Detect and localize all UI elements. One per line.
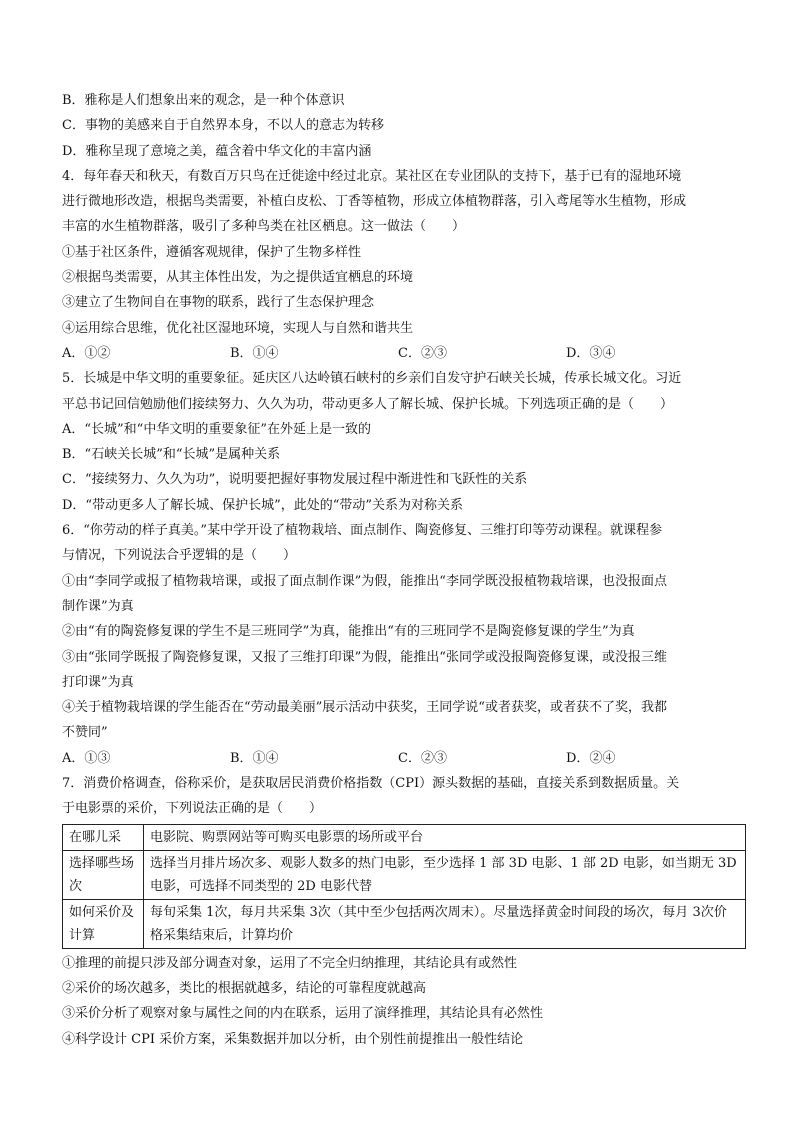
statement-item: ②采价的场次越多，类比的根据就越多，结论的可靠程度就越高 <box>62 980 427 996</box>
choice-a: A．①② <box>62 345 111 361</box>
statement-item: ④运用综合思维，优化社区湿地环境，实现人与自然和谐共生 <box>62 320 414 336</box>
choice-a: A．①③ <box>62 750 111 766</box>
question-3-options <box>62 88 746 164</box>
choice-b: B．①④ <box>230 750 279 766</box>
question-stem-line: 5．长城是中华文明的重要象征。延庆区八达岭镇石峡村的乡亲们自发守护石峡关长城，传承长城文化。习近 <box>62 371 682 387</box>
statement-item: ①推理的前提只涉及部分调查对象，运用了不完全归纳推理，其结论具有或然性 <box>62 955 518 971</box>
table-cell-key: 选择哪些场次 <box>63 850 144 899</box>
question-4 <box>62 164 746 366</box>
option-d: D．“带动更多人了解长城、保护长城”，此处的“带动”关系为对称关系 <box>62 497 464 513</box>
choice-d: D．②④ <box>566 750 616 766</box>
question-stem-line: 进行微地形改造，根据鸟类需要，补植白皮松、丁香等植物，形成立体植物群落，引入鸢尾等水生植物，形成 <box>62 194 687 210</box>
table-cell-value: 电影院、购票网站等可购买电影票的场所或平台 <box>144 824 746 850</box>
table-cell-key: 如何采价及计算 <box>63 899 144 948</box>
answer-choices <box>62 341 746 366</box>
statement-item: ④关于植物栽培课的学生能否在“劳动最美丽”展示活动中获奖，王同学说“或者获奖，或者获不了奖，我都 <box>62 700 667 716</box>
table-row <box>63 850 746 899</box>
question-stem-line: 平总书记回信勉励他们接续努力、久久为功，带动更多人了解长城、保护长城。下列选项正确的是（ ） <box>62 396 674 412</box>
statement-item: ①由“李同学或报了植物栽培课，或报了面点制作课”为假，能推出“李同学既没报植物栽培课，也没报面点 <box>62 573 667 589</box>
option-d: D．雅称呈现了意境之美，蕴含着中华文化的丰富内涵 <box>62 143 372 159</box>
option-b: B．雅称是人们想象出来的观念，是一种个体意识 <box>62 93 345 108</box>
cpi-sampling-table <box>62 824 746 949</box>
table-row <box>63 899 746 948</box>
question-stem-line: 7．消费价格调查，俗称采价，是获取居民消费价格指数（CPI）源头数据的基础，直接关系到数据质量。关 <box>62 776 680 792</box>
question-stem-line: 于电影票的采价，下列说法正确的是（ ） <box>62 801 323 817</box>
question-5 <box>62 366 746 518</box>
answer-choices <box>62 746 746 771</box>
choice-d: D．③④ <box>566 345 616 361</box>
statement-item: ③由“张同学既报了陶瓷修复课，又报了三维打印课”为假，能推出“张同学或没报陶瓷修复课，或没报三维 <box>62 649 667 665</box>
statement-item: ③建立了生物间自在事物的联系，践行了生态保护理念 <box>62 295 375 311</box>
table-cell-value: 选择当月排片场次多、观影人数多的热门电影，至少选择 1 部 3D 电影、1 部 2D 电影，如当期无 3D 电影，可选择不同类型的 2D 电影代替 <box>144 850 746 899</box>
statement-item-continued: 不赞同” <box>62 725 108 741</box>
question-stem-line: 6．“你劳动的样子真美。”某中学开设了植物栽培、面点制作、陶瓷修复、三维打印等劳动课程。就课程参 <box>62 523 663 539</box>
choice-c: C．②③ <box>398 345 447 361</box>
statement-item: ②根据鸟类需要，从其主体性出发，为之提供适宜栖息的环境 <box>62 270 414 286</box>
option-c: C．事物的美感来自于自然界本身，不以人的意志为转移 <box>62 118 384 134</box>
table-row <box>63 824 746 850</box>
choice-c: C．②③ <box>398 750 447 766</box>
question-stem-line: 与情况，下列说法合乎逻辑的是（ ） <box>62 548 297 564</box>
question-stem-line: 4．每年春天和秋天，有数百万只鸟在迁徙途中经过北京。某社区在专业团队的支持下，基于已有的湿地环境 <box>62 168 682 184</box>
statement-item-continued: 打印课”为真 <box>62 674 134 690</box>
option-b: B．“石峡关长城”和“长城”是属种关系 <box>62 447 281 463</box>
option-a: A．“长城”和“中华文明的重要象征”在外延上是一致的 <box>62 421 371 437</box>
question-stem-line: 丰富的水生植物群落，吸引了多种鸟类在社区栖息。这一做法（ ） <box>62 219 466 235</box>
statement-item: ①基于社区条件，遵循客观规律，保护了生物多样性 <box>62 244 362 260</box>
question-6 <box>62 518 746 771</box>
statement-item: ②由“有的陶瓷修复课的学生不是三班同学”为真，能推出“有的三班同学不是陶瓷修复课的学生”为真 <box>62 624 635 640</box>
question-7 <box>62 771 746 1052</box>
choice-b: B．①④ <box>230 345 279 361</box>
table-cell-value: 每旬采集 1次，每月共采集 3次（其中至少包括两次周末）。尽量选择黄金时间段的场次，每月 3次价格采集结束后，计算均价 <box>144 899 746 948</box>
statement-item: ④科学设计 CPI 采价方案，采集数据并加以分析，由个别性前提推出一般性结论 <box>62 1031 524 1047</box>
statement-item-continued: 制作课”为真 <box>62 598 134 614</box>
table-cell-key: 在哪儿采 <box>63 824 144 850</box>
statement-item: ③采价分析了观察对象与属性之间的内在联系，运用了演绎推理，其结论具有必然性 <box>62 1006 544 1022</box>
option-c: C．“接续努力、久久为功”，说明要把握好事物发展过程中渐进性和飞跃性的关系 <box>62 472 528 488</box>
exam-page <box>62 88 746 1052</box>
